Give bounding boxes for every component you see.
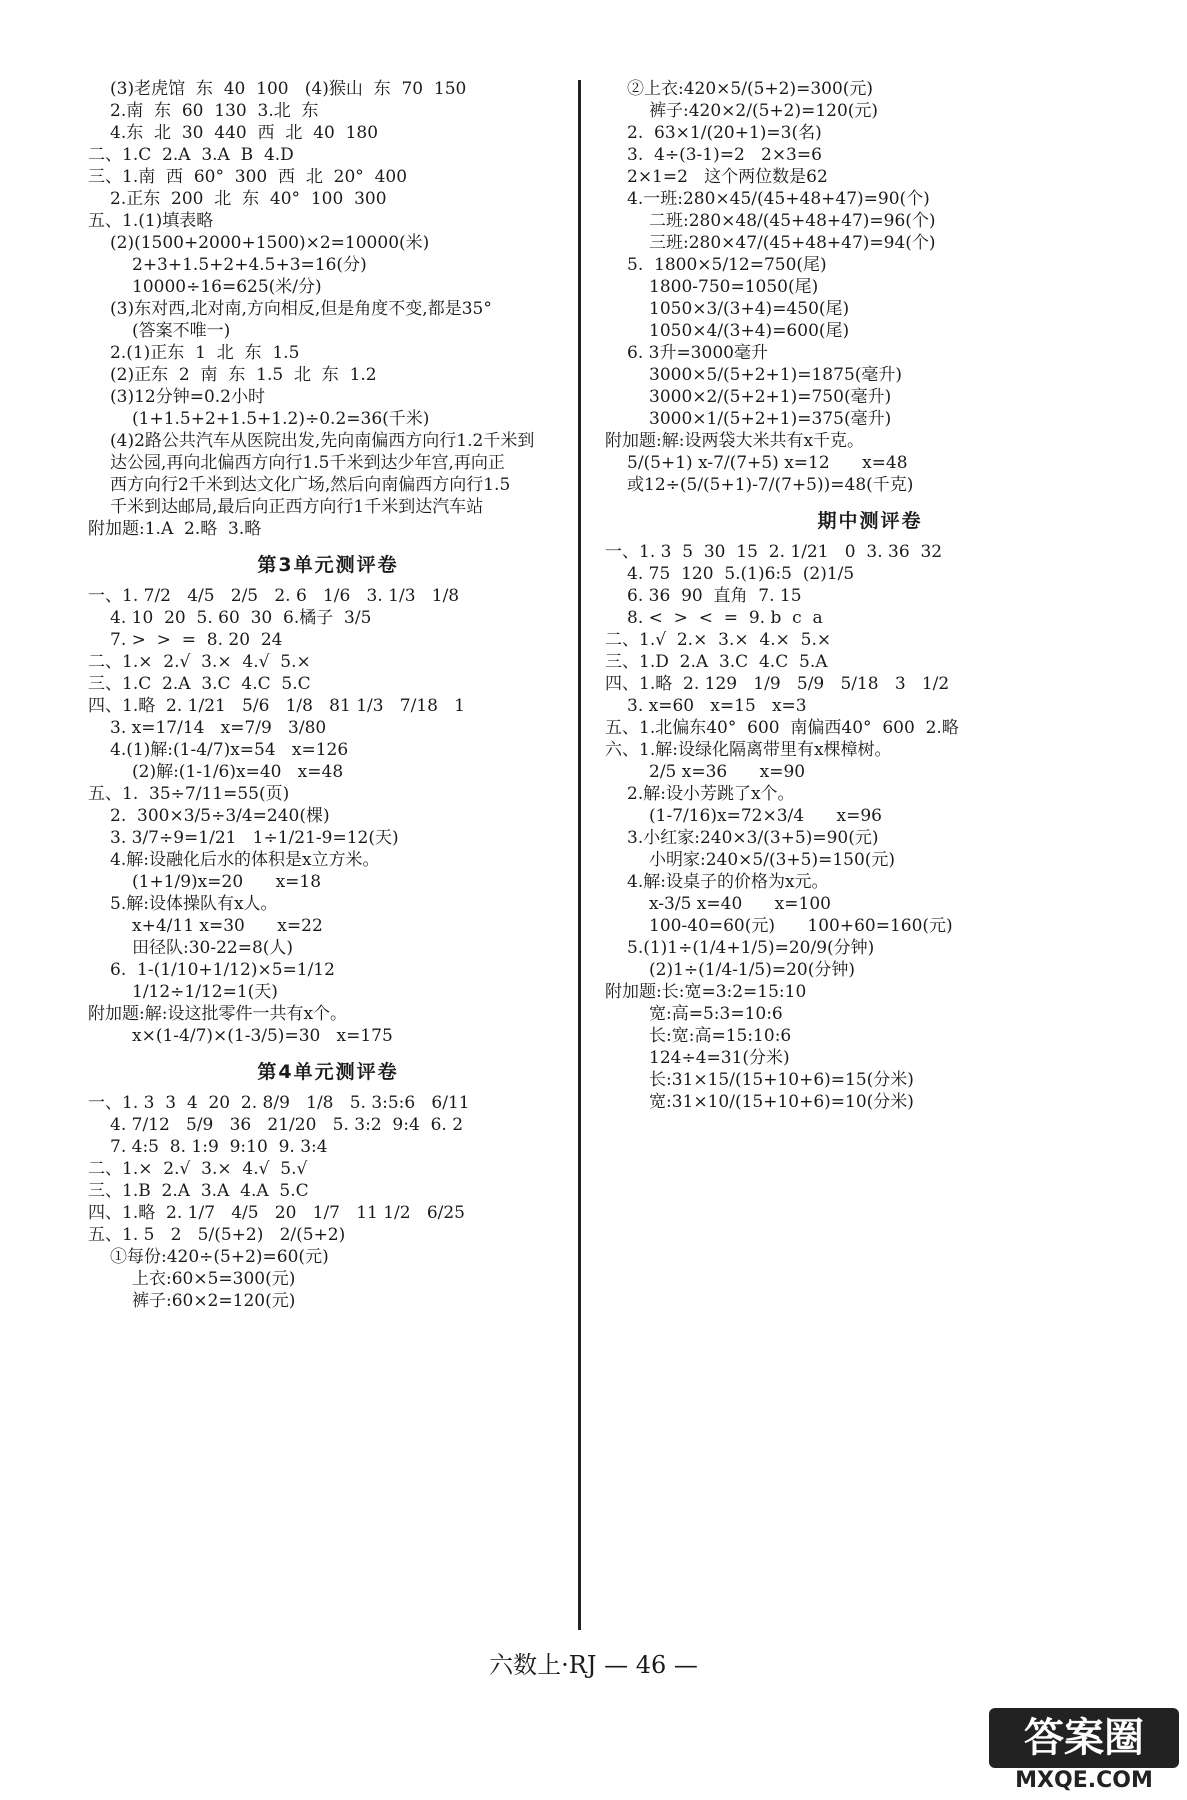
answer-line: 小明家:240×5/(3+5)=150(元) (649, 850, 896, 870)
answer-line: 2/5 x=36 x=90 (649, 762, 806, 782)
answer-line: 四、1.略 2. 1/7 4/5 20 1/7 11 1/2 6/25 (88, 1203, 465, 1223)
answer-line: 宽:高=5:3=10:6 (649, 1004, 783, 1024)
answer-line: 裤子:60×2=120(元) (132, 1291, 296, 1311)
answer-line: 2. 63×1/(20+1)=3(名) (627, 123, 822, 143)
answer-line: 3. 4÷(3-1)=2 2×3=6 (627, 145, 822, 165)
answer-line: (1-7/16)x=72×3/4 x=96 (649, 806, 882, 826)
watermark-url: MXQE.COM (1015, 1768, 1153, 1793)
answer-line: 7. > > = 8. 20 24 (110, 630, 283, 650)
watermark-box: 答案圈 (989, 1708, 1179, 1768)
section-title: 期中测评卷 (817, 510, 923, 532)
answer-line: (4)2路公共汽车从医院出发,先向南偏西方向行1.2千米到 (110, 431, 535, 451)
answer-line: (2)1÷(1/4-1/5)=20(分钟) (649, 960, 856, 980)
answer-line: 三、1.B 2.A 3.A 4.A 5.C (88, 1181, 309, 1201)
answer-line: 6. 36 90 直角 7. 15 (627, 586, 802, 606)
answer-line: 宽:31×10/(15+10+6)=10(分米) (649, 1092, 914, 1112)
left-column (88, 78, 568, 1312)
answer-line: 2×1=2 这个两位数是62 (627, 167, 828, 187)
answer-line: 一、1. 3 3 4 20 2. 8/9 1/8 5. 3:5:6 6/11 (88, 1093, 470, 1113)
answer-line: 4.一班:280×45/(45+48+47)=90(个) (627, 189, 930, 209)
answer-line: 三、1.C 2.A 3.C 4.C 5.C (88, 674, 311, 694)
answer-line: (3)12分钟=0.2小时 (110, 387, 265, 407)
answer-line: 2+3+1.5+2+4.5+3=16(分) (132, 255, 367, 275)
answer-line: 5. 1800×5/12=750(尾) (627, 255, 827, 275)
answer-line: 千米到达邮局,最后向正西方向行1千米到达汽车站 (110, 497, 484, 517)
answer-line: x+4/11 x=30 x=22 (132, 916, 323, 936)
answer-line: (2)正东 2 南 东 1.5 北 东 1.2 (110, 365, 377, 385)
answer-line: 2. 300×3/5÷3/4=240(棵) (110, 806, 330, 826)
watermark-logo (989, 1708, 1179, 1794)
answer-line: 3000×1/(5+2+1)=375(毫升) (649, 409, 892, 429)
answer-line: 4. 7/12 5/9 36 21/20 5. 3:2 9:4 6. 2 (110, 1115, 464, 1135)
answer-line: 附加题:长:宽=3:2=15:10 (605, 982, 807, 1002)
answer-line: 田径队:30-22=8(人) (132, 938, 294, 958)
answer-line: 三、1.南 西 60° 300 西 北 20° 400 (88, 167, 408, 187)
answer-line: 124÷4=31(分米) (649, 1048, 790, 1068)
answer-line: (答案不唯一) (132, 321, 231, 341)
answer-line: 6. 1-(1/10+1/12)×5=1/12 (110, 960, 335, 980)
answer-line: 长:31×15/(15+10+6)=15(分米) (649, 1070, 914, 1090)
answer-line: 五、1. 35÷7/11=55(页) (88, 784, 290, 804)
answer-line: 1/12÷1/12=1(天) (132, 982, 278, 1002)
answer-line: 西方向行2千米到达文化广场,然后向南偏西方向行1.5 (110, 475, 511, 495)
answer-line: (1+1.5+2+1.5+1.2)÷0.2=36(千米) (132, 409, 430, 429)
answer-line: 上衣:60×5=300(元) (132, 1269, 296, 1289)
answer-line: 1800-750=1050(尾) (649, 277, 819, 297)
answer-line: (1+1/9)x=20 x=18 (132, 872, 322, 892)
answer-line: 2.正东 200 北 东 40° 100 300 (110, 189, 387, 209)
answer-line: 3. x=60 x=15 x=3 (627, 696, 807, 716)
answer-line: 附加题:解:设两袋大米共有x千克。 (605, 431, 865, 451)
answer-line: 二、1.√ 2.× 3.× 4.× 5.× (605, 630, 832, 650)
answer-line: 2.(1)正东 1 北 东 1.5 (110, 343, 300, 363)
answer-line: ②上衣:420×5/(5+2)=300(元) (627, 79, 874, 99)
column-divider (578, 80, 581, 1630)
answer-line: 达公园,再向北偏西方向行1.5千米到达少年宫,再向正 (110, 453, 505, 473)
page-footer: 六数上·RJ — 46 — (489, 1651, 698, 1679)
answer-line: 4.东 北 30 440 西 北 40 180 (110, 123, 379, 143)
answer-line: 10000÷16=625(米/分) (132, 277, 322, 297)
answer-line: 8. < > < = 9. b c a (627, 608, 823, 628)
answer-line: (2)(1500+2000+1500)×2=10000(米) (110, 233, 430, 253)
answer-line: 4. 10 20 5. 60 30 6.橘子 3/5 (110, 608, 372, 628)
answer-line: (2)解:(1-1/6)x=40 x=48 (132, 762, 344, 782)
answer-line: 二班:280×48/(45+48+47)=96(个) (649, 211, 936, 231)
answer-line: 4.解:设融化后水的体积是x立方米。 (110, 850, 380, 870)
answer-line: x×(1-4/7)×(1-3/5)=30 x=175 (132, 1026, 393, 1046)
answer-line: 100-40=60(元) 100+60=160(元) (649, 916, 953, 936)
answer-line: 五、1.北偏东40° 600 南偏西40° 600 2.略 (605, 718, 959, 738)
answer-line: 附加题:1.A 2.略 3.略 (88, 519, 262, 539)
answer-line: 4.(1)解:(1-4/7)x=54 x=126 (110, 740, 349, 760)
answer-line: 四、1.略 2. 1/21 5/6 1/8 81 1/3 7/18 1 (88, 696, 465, 716)
right-column (605, 78, 1135, 1113)
answer-line: (3)东对西,北对南,方向相反,但是角度不变,都是35° (110, 299, 492, 319)
answer-line: (3)老虎馆 东 40 100 (4)猴山 东 70 150 (110, 79, 467, 99)
section-title: 第3单元测评卷 (257, 554, 399, 576)
answer-line: 3. x=17/14 x=7/9 3/80 (110, 718, 327, 738)
answer-line: 6. 3升=3000毫升 (627, 343, 768, 363)
answer-line: 二、1.C 2.A 3.A B 4.D (88, 145, 294, 165)
answer-line: x-3/5 x=40 x=100 (649, 894, 831, 914)
answer-line: 1050×4/(3+4)=600(尾) (649, 321, 850, 341)
answer-line: 二、1.× 2.√ 3.× 4.√ 5.√ (88, 1159, 308, 1179)
answer-line: 二、1.× 2.√ 3.× 4.√ 5.× (88, 652, 311, 672)
answer-line: 三、1.D 2.A 3.C 4.C 5.A (605, 652, 828, 672)
answer-line: ①每份:420÷(5+2)=60(元) (110, 1247, 329, 1267)
answer-line: 一、1. 3 5 30 15 2. 1/21 0 3. 36 32 (605, 542, 943, 562)
answer-line: 长:宽:高=15:10:6 (649, 1026, 792, 1046)
answer-line: 三班:280×47/(45+48+47)=94(个) (649, 233, 936, 253)
section-title: 第4单元测评卷 (257, 1061, 399, 1083)
answer-line: 1050×3/(3+4)=450(尾) (649, 299, 850, 319)
answer-line: 4.解:设桌子的价格为x元。 (627, 872, 829, 892)
answer-line: 附加题:解:设这批零件一共有x个。 (88, 1004, 348, 1024)
answer-line: 裤子:420×2/(5+2)=120(元) (649, 101, 879, 121)
answer-line: 四、1.略 2. 129 1/9 5/9 5/18 3 1/2 (605, 674, 950, 694)
answer-line: 7. 4:5 8. 1:9 9:10 9. 3:4 (110, 1137, 328, 1157)
answer-line: 五、1. 5 2 5/(5+2) 2/(5+2) (88, 1225, 346, 1245)
answer-line: 六、1.解:设绿化隔离带里有x棵樟树。 (605, 740, 892, 760)
answer-line: 五、1.(1)填表略 (88, 211, 214, 231)
answer-line: 5/(5+1) x-7/(7+5) x=12 x=48 (627, 453, 908, 473)
answer-line: 2.解:设小芳跳了x个。 (627, 784, 795, 804)
answer-line: 3. 3/7÷9=1/21 1÷1/21-9=12(天) (110, 828, 399, 848)
answer-line: 一、1. 7/2 4/5 2/5 2. 6 1/6 3. 1/3 1/8 (88, 586, 460, 606)
answer-line: 5.(1)1÷(1/4+1/5)=20/9(分钟) (627, 938, 875, 958)
answer-line: 3.小红家:240×3/(3+5)=90(元) (627, 828, 879, 848)
answer-line: 或12÷(5/(5+1)-7/(7+5))=48(千克) (627, 475, 914, 495)
answer-line: 5.解:设体操队有x人。 (110, 894, 278, 914)
answer-line: 3000×5/(5+2+1)=1875(毫升) (649, 365, 903, 385)
answer-line: 3000×2/(5+2+1)=750(毫升) (649, 387, 892, 407)
answer-line: 2.南 东 60 130 3.北 东 (110, 101, 319, 121)
answer-line: 4. 75 120 5.(1)6:5 (2)1/5 (627, 564, 855, 584)
